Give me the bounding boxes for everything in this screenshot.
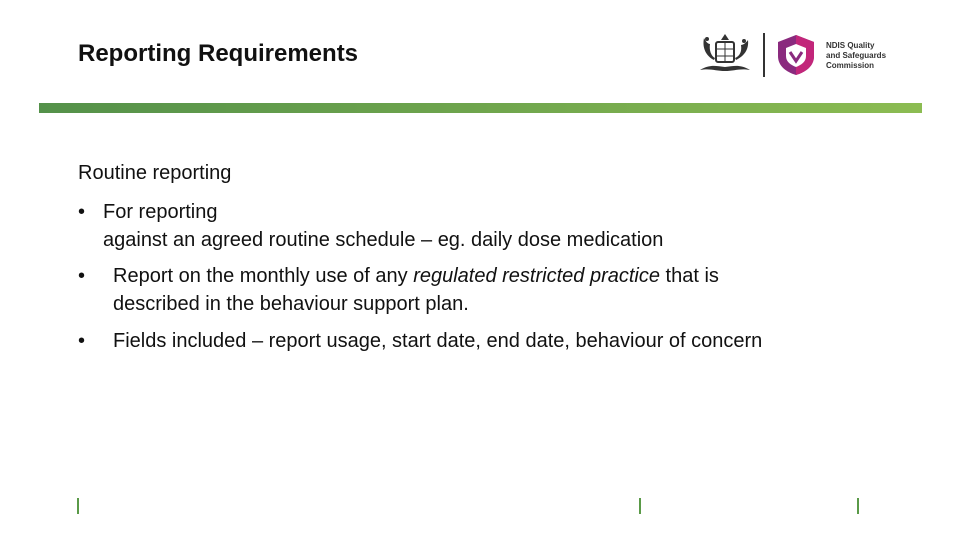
footer-tick-right	[857, 498, 859, 514]
bullet-item	[78, 327, 838, 357]
bullet-symbol: •	[78, 330, 86, 352]
bullet-text	[113, 262, 719, 318]
bullet-item	[78, 262, 838, 320]
bullet-line-text: that is	[659, 265, 719, 287]
header-divider-bar	[39, 103, 922, 113]
bullet-line: described in the behaviour support plan.	[113, 293, 469, 315]
logo-line: NDIS Quality	[826, 41, 875, 50]
ndis-shield-icon	[776, 34, 816, 76]
footer-tick-left	[77, 498, 79, 514]
section-heading: Routine reporting	[78, 162, 232, 184]
slide-title: Reporting Requirements	[78, 40, 359, 67]
ndis-commission-wordmark	[826, 41, 886, 71]
bullet-item	[78, 198, 778, 256]
footer-tick-middle	[639, 498, 641, 514]
logo-line: Commission	[826, 61, 875, 70]
bullet-symbol: •	[78, 201, 86, 223]
bullet-line: against an agreed routine schedule – eg. daily dose medication	[103, 229, 664, 251]
bullet-text	[113, 327, 762, 355]
bullet-line-emphasis: regulated restricted practice	[413, 265, 660, 287]
bullet-symbol: •	[78, 265, 86, 287]
bullet-line	[113, 262, 719, 290]
header-logos	[694, 30, 894, 80]
bullet-line: Fields included – report usage, start date, end date, behaviour of concern	[113, 330, 763, 352]
bullet-line: For reporting	[103, 201, 218, 223]
logo-line: and Safeguards	[826, 51, 887, 60]
bullet-text	[103, 198, 663, 254]
logo-divider	[763, 33, 765, 77]
coat-of-arms-icon	[694, 30, 756, 78]
bullet-line-text: Report on the monthly use of any	[113, 265, 414, 287]
